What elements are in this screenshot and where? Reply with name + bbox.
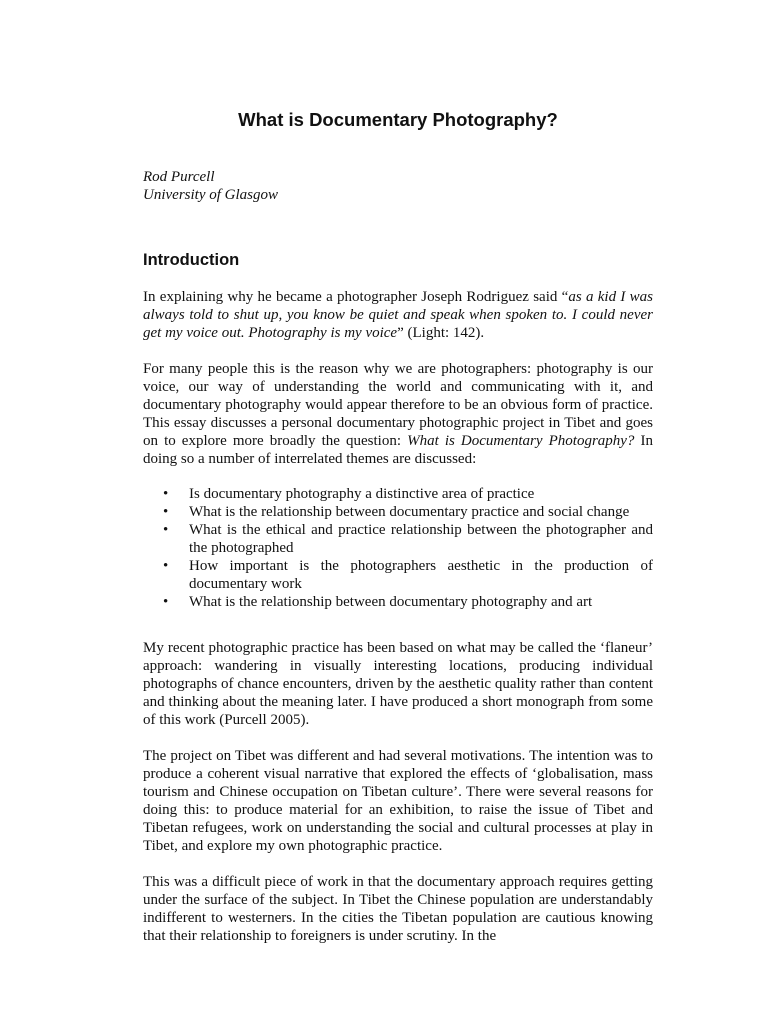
section-heading-introduction: Introduction	[143, 251, 240, 269]
paragraph-2-text-b: In doing so a number of interrelated themes are discussed:	[143, 433, 654, 467]
bullet-icon: •	[163, 558, 169, 574]
essay-question: What is Documentary Photography?	[407, 433, 635, 449]
document-title: What is Documentary Photography?	[238, 109, 558, 130]
paragraph-1-text-a: In explaining why he became a photographer Joseph Rodriguez said “	[143, 289, 569, 305]
list-item-text: What is the ethical and practice relationship between the photographer and the photographed	[189, 522, 653, 556]
author-block	[143, 168, 653, 204]
bullet-icon: •	[163, 522, 169, 538]
author-affiliation: University of Glasgow	[143, 187, 278, 203]
bullet-icon: •	[163, 594, 169, 610]
list-item	[143, 485, 653, 503]
rodriguez-quote: as a kid I was always told to shut up, you know be quiet and speak when spoken to. I could never get my voice out. Photography is my voice	[143, 289, 654, 341]
list-item-text: What is the relationship between documentary practice and social change	[189, 504, 630, 520]
paragraph-4: The project on Tibet was different and had several motivations. The intention was to produce a coherent visual narrative that explored the effects of ‘globalisation, mass tourism and Chinese occupation on Tibetan culture’. There were several reasons for doing this: to produce material for an exhibition, to raise the issue of Tibet and Tibetan refugees, work on understanding the social and cultural processes at play in Tibet, and explore my own photographic practice.	[143, 748, 653, 854]
list-item-text: What is the relationship between documentary photography and art	[189, 594, 593, 610]
paragraph-2-text-a: For many people this is the reason why we are photographers: photography is our voice, our way of understanding the world and communicating with it, and documentary photography would appear therefore to be an obvious form of practice. This essay discusses a personal documentary photographic project in Tibet and goes on to explore more broadly the question:	[143, 361, 653, 449]
paragraph-5: This was a difficult piece of work in that the documentary approach requires getting under the surface of the subject. In Tibet the Chinese population are understandably indifferent to westerners. In the cities the Tibetan population are cautious knowing that their relationship to foreigners is under scrutiny. In the	[143, 874, 653, 944]
document-body	[143, 106, 653, 945]
list-item	[143, 593, 653, 611]
list-item-text: How important is the photographers aesthetic in the production of documentary work	[189, 558, 653, 592]
paragraph-3: My recent photographic practice has been based on what may be called the ‘flaneur’ approach: wandering in visually interesting locations, producing individual photographs of chance encounters, driven by the aesthetic quality rather than content and thinking about the meaning later. I have produced a short monograph from some of this work (Purcell 2005).	[143, 640, 653, 728]
list-item	[143, 557, 653, 593]
themes-list	[143, 485, 653, 611]
bullet-icon: •	[163, 486, 169, 502]
list-item-text: Is documentary photography a distinctive area of practice	[189, 486, 535, 502]
bullet-icon: •	[163, 504, 169, 520]
paragraph-1-text-b: ” (Light: 142).	[397, 325, 485, 341]
paragraph-2	[143, 360, 653, 468]
paragraph-1	[143, 288, 653, 342]
list-item	[143, 503, 653, 521]
list-item	[143, 521, 653, 557]
author-name: Rod Purcell	[143, 169, 215, 185]
